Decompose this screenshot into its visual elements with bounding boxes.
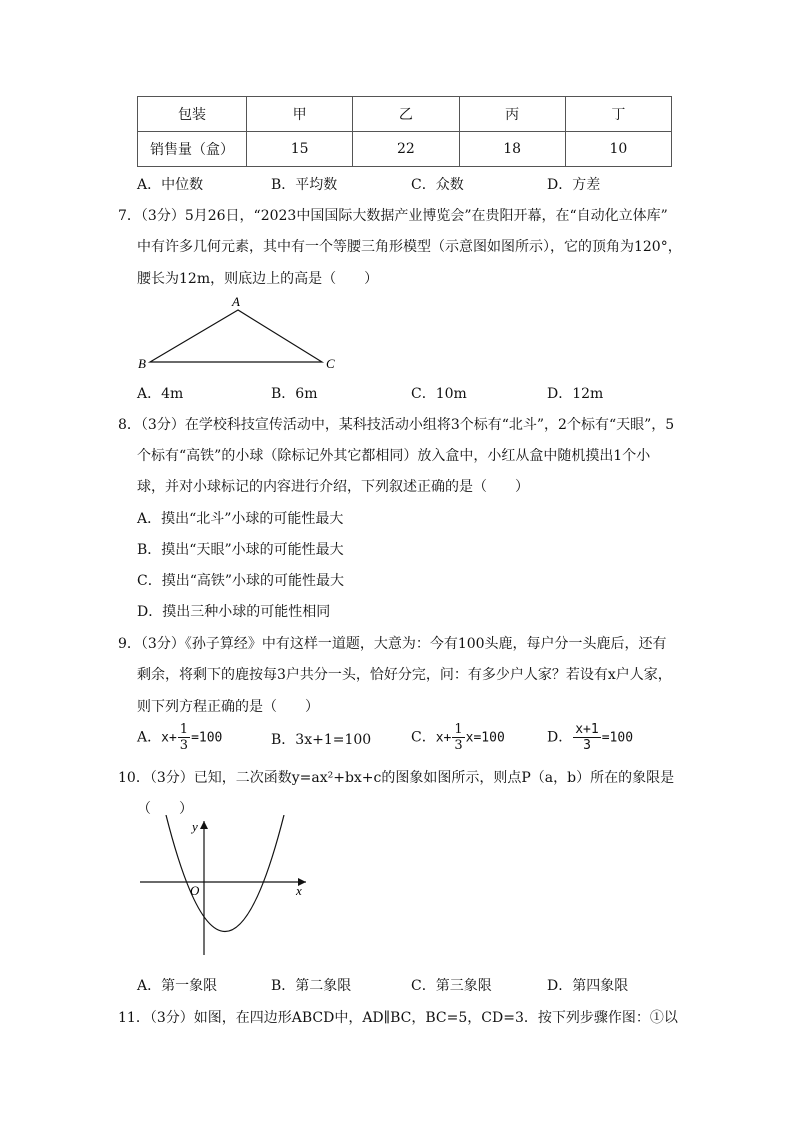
table-header-cell: 丙	[459, 97, 565, 132]
q9-stem-line: 9．（3分）《孙子算经》中有这样一道题，大意为：今有100头鹿，每户分一头鹿后，还有	[118, 636, 667, 652]
q10-option-c[interactable]: C．第三象限	[411, 978, 492, 994]
fraction-denominator: 3	[583, 738, 591, 753]
y-axis-arrow	[200, 821, 208, 829]
table-header-cell: 甲	[247, 97, 353, 132]
table-cell: 18	[459, 132, 565, 167]
table-header-cell: 乙	[353, 97, 459, 132]
q7-option-b[interactable]: B．6m	[271, 386, 318, 402]
expr-part: x+	[161, 730, 177, 746]
q8-stem-line: 8．（3分）在学校科技宣传活动中，某科技活动小组将3个标有“北斗”，2个标有“天眼”，5	[118, 417, 675, 433]
x-axis-label: x	[296, 883, 302, 898]
table-header-cell: 包装	[138, 97, 247, 132]
q9-stem-line: 则下列方程正确的是（ ）	[137, 699, 319, 715]
vertex-label-c: C	[326, 356, 335, 371]
q6-option-a[interactable]: A．中位数	[137, 177, 204, 193]
q10-option-d[interactable]: D．第四象限	[547, 978, 629, 994]
q9-option-b[interactable]: B．3x+1=100	[271, 732, 372, 748]
q8-stem-line: 球，并对小球标记的内容进行介绍，下列叙述正确的是（ ）	[137, 479, 529, 495]
q9-option-a[interactable]	[137, 722, 222, 753]
q6-option-d[interactable]: D．方差	[547, 177, 601, 193]
q10-parabola-figure	[130, 815, 320, 960]
fraction	[573, 722, 600, 753]
table-cell: 22	[353, 132, 459, 167]
q7-stem-line: 中有许多几何元素，其中有一个等腰三角形模型（示意图如图所示），它的顶角为120°，	[137, 239, 682, 255]
q9-stem-line: 剩余，将剩下的鹿按每3户共分一头，恰好分完，问：有多少户人家？若设有x户人家，	[137, 667, 672, 683]
fraction-denominator: 3	[179, 738, 189, 753]
expr-part: x+	[435, 730, 452, 746]
q11-stem-line: 11．（3分）如图，在四边形ABCD中，AD∥BC，BC=5，CD=3．按下列步骤作图：①以	[118, 1010, 678, 1026]
q10-option-a[interactable]: A．第一象限	[137, 978, 218, 994]
q8-option-d[interactable]: D．摸出三种小球的可能性相同	[137, 604, 331, 620]
q10-stem-line: （ ）	[137, 801, 193, 817]
table-cell: 10	[565, 132, 671, 167]
expr-part: =100	[191, 730, 223, 746]
table-header-cell: 丁	[565, 97, 671, 132]
q7-option-a[interactable]: A．4m	[137, 386, 184, 402]
table-cell: 15	[247, 132, 353, 167]
option-letter: D．	[547, 729, 573, 746]
vertex-label-a: A	[232, 294, 240, 309]
q10-stem-line: 10．（3分）已知，二次函数y=ax²+bx+c的图象如图所示，则点P（a，b）所在的象限是	[118, 770, 675, 786]
option-letter: C．	[411, 729, 436, 746]
fraction	[178, 722, 190, 753]
fraction-numerator: 1	[179, 722, 189, 737]
fraction	[452, 722, 464, 753]
fraction-numerator: 1	[454, 722, 463, 737]
q6-option-b[interactable]: B．平均数	[271, 177, 338, 193]
q8-stem-line: 个标有“高铁”的小球（除标记外其它都相同）放入盒中，小红从盒中随机摸出1个小	[137, 448, 651, 464]
q7-stem-line: 腰长为12m，则底边上的高是（ ）	[137, 271, 379, 287]
table-row-label: 销售量（盒）	[138, 132, 247, 167]
vertex-label-b: B	[138, 356, 146, 371]
parabola-curve	[166, 815, 284, 932]
q9-option-d[interactable]	[547, 722, 633, 753]
origin-label: O	[190, 883, 200, 898]
sales-table	[137, 96, 672, 167]
q8-option-c[interactable]: C．摸出“高铁”小球的可能性最大	[137, 573, 345, 589]
q6-option-c[interactable]: C．众数	[411, 177, 464, 193]
table-row	[138, 132, 672, 167]
table-header-row	[138, 97, 672, 132]
expr-part: =100	[601, 730, 634, 746]
expr-part: x=100	[465, 730, 505, 746]
q7-stem-line: 7．（3分）5月26日，“2023中国国际大数据产业博览会”在贵阳开幕，在“自动化立体库”	[118, 208, 668, 224]
q8-option-a[interactable]: A．摸出“北斗”小球的可能性最大	[137, 511, 344, 527]
q7-triangle-figure	[130, 292, 350, 374]
q8-option-b[interactable]: B．摸出“天眼”小球的可能性最大	[137, 542, 344, 558]
y-axis-label: y	[192, 819, 198, 834]
triangle-shape	[150, 310, 322, 362]
fraction-numerator: x+1	[575, 722, 599, 737]
q7-option-c[interactable]: C．10m	[411, 386, 467, 402]
fraction-denominator: 3	[454, 738, 463, 753]
q10-option-b[interactable]: B．第二象限	[271, 978, 352, 994]
option-letter: A．	[137, 729, 162, 746]
q9-option-c[interactable]	[411, 722, 505, 753]
q7-option-d[interactable]: D．12m	[547, 386, 604, 402]
